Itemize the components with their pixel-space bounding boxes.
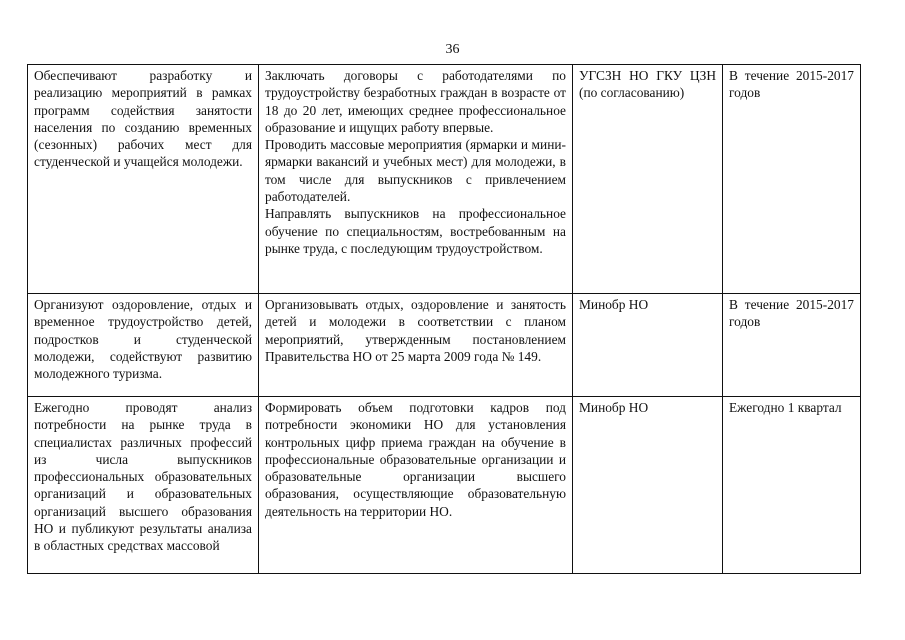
measure-text: Направлять выпускников на профессиональное обучение по специальностям, востребованным на рынке труда, с последующим трудоустройством. [265, 206, 566, 256]
plan-table [27, 64, 861, 574]
deadline-cell: Ежегодно 1 квартал [723, 397, 861, 574]
table-row [28, 294, 861, 397]
deadline-cell: В течение 2015-2017 годов [723, 65, 861, 294]
deadline-cell: В течение 2015-2017 годов [723, 294, 861, 397]
page-number: 36 [445, 42, 460, 57]
measure-text: Организовывать отдых, оздоровление и занятость детей и молодежи в соответствии с планом мероприятий, утвержденным постановлением Правительства НО от 25 марта 2009 года № 149. [265, 297, 566, 364]
activity-cell: Ежегодно проводят анализ потребности на рынке труда в специалистах различных профессий из числа выпускников профессиональных образовательных организаций и образовательных организаций высшего образования НО и публикуют результаты анализа в областных средствах массовой [28, 397, 259, 574]
measure-text: Формировать объем подготовки кадров под потребности экономики НО для установления контрольных цифр приема граждан на обучение в профессиональные образовательные организации и образовательные организации высшего образования, осуществляющие образовательную деятельность на территории НО. [265, 400, 566, 519]
executor-cell: Минобр НО [573, 397, 723, 574]
activity-cell: Обеспечивают разработку и реализацию мероприятий в рамках программ содействия занятости населения по созданию временных (сезонных) рабочих мест для студенческой и учащейся молодежи. [28, 65, 259, 294]
measure-text: Заключать договоры с работодателями по трудоустройству безработных граждан в возрасте от 18 до 20 лет, имеющих среднее профессиональное образование и ищущих работу впервые. [265, 68, 566, 135]
executor-cell: УГСЗН НО ГКУ ЦЗН (по согласованию) [573, 65, 723, 294]
measures-cell [259, 65, 573, 294]
table-row [28, 397, 861, 574]
table-row [28, 65, 861, 294]
executor-cell: Минобр НО [573, 294, 723, 397]
measures-cell [259, 294, 573, 397]
measures-cell [259, 397, 573, 574]
activity-cell: Организуют оздоровление, отдых и временное трудоустройство детей, подростков и студенческой молодежи, содействуют развитию молодежного туризма. [28, 294, 259, 397]
measure-text: Проводить массовые мероприятия (ярмарки и мини-ярмарки вакансий и учебных мест) для молодежи, в том числе для выпускников с привлечением работодателей. [265, 137, 566, 205]
